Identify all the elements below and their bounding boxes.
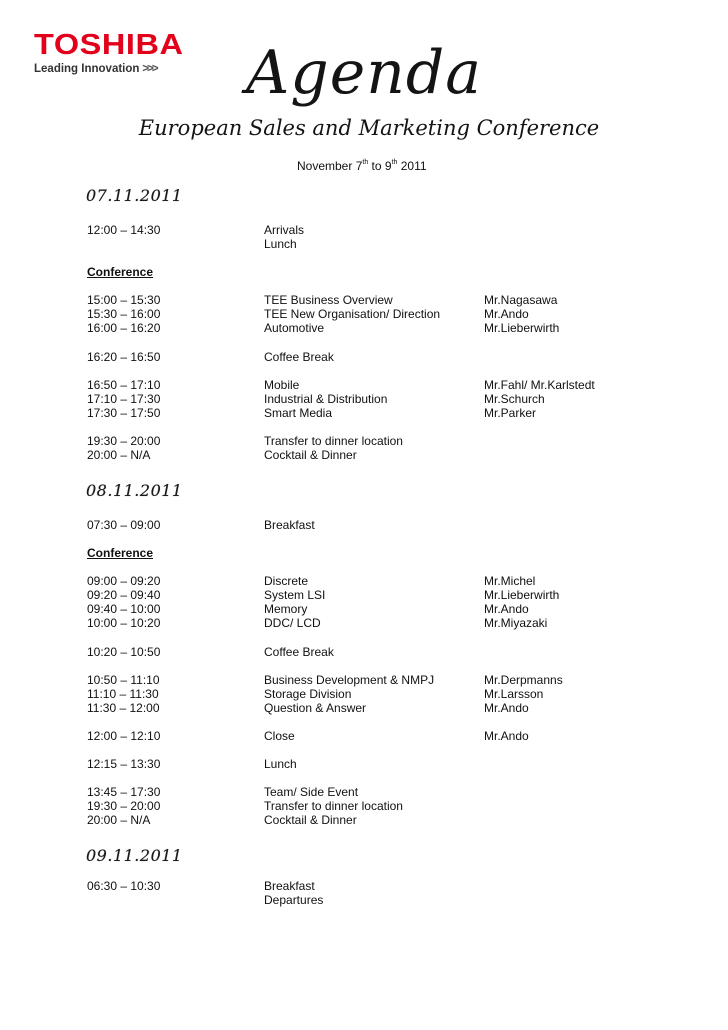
agenda-item: System LSI xyxy=(264,588,326,602)
speaker: Mr.Schurch xyxy=(484,392,545,406)
time-slot: 09:40 – 10:00 xyxy=(87,602,161,616)
agenda-item: Lunch xyxy=(264,237,297,251)
time-slot: 16:50 – 17:10 xyxy=(87,378,161,392)
section-heading: Conference xyxy=(87,265,154,279)
agenda-item: Departures xyxy=(264,893,324,907)
speaker: Mr.Nagasawa xyxy=(484,293,558,307)
agenda-row xyxy=(0,406,728,420)
agenda-row xyxy=(0,350,728,364)
agenda-row xyxy=(0,799,728,813)
agenda-row xyxy=(0,448,728,462)
agenda-item: Transfer to dinner location xyxy=(264,799,403,813)
agenda-row xyxy=(0,645,728,659)
agenda-row xyxy=(0,687,728,701)
time-slot: 20:00 – N/A xyxy=(87,813,151,827)
agenda-row xyxy=(0,729,728,743)
logo-tagline: Leading Innovation >>> xyxy=(34,63,157,75)
agenda-item: Storage Division xyxy=(264,687,352,701)
agenda-row xyxy=(0,588,728,602)
time-slot: 06:30 – 10:30 xyxy=(87,879,161,893)
day-heading: 08.11.2011 xyxy=(86,481,183,500)
speaker: Mr.Larsson xyxy=(484,687,544,701)
agenda-item: Team/ Side Event xyxy=(264,785,359,799)
time-slot: 10:50 – 11:10 xyxy=(87,673,160,687)
conference-dates: November 7th to 9th 2011 xyxy=(297,159,427,173)
speaker: Mr.Lieberwirth xyxy=(484,321,560,335)
agenda-item: Coffee Break xyxy=(264,350,334,364)
agenda-item: Question & Answer xyxy=(264,701,367,715)
agenda-item: Business Development & NMPJ xyxy=(264,673,435,687)
agenda-item: Lunch xyxy=(264,757,297,771)
time-slot: 11:10 – 11:30 xyxy=(87,687,159,701)
time-slot: 11:30 – 12:00 xyxy=(87,701,160,715)
agenda-row xyxy=(0,616,728,630)
time-slot: 12:00 – 14:30 xyxy=(87,223,161,237)
time-slot: 19:30 – 20:00 xyxy=(87,434,161,448)
time-slot: 10:00 – 10:20 xyxy=(87,616,161,630)
agenda-item: Cocktail & Dinner xyxy=(264,448,357,462)
agenda-row xyxy=(0,574,728,588)
time-slot: 20:00 – N/A xyxy=(87,448,151,462)
time-slot: 17:10 – 17:30 xyxy=(87,392,161,406)
page-title: Agenda xyxy=(245,38,483,108)
agenda-row xyxy=(0,813,728,827)
agenda-item: TEE New Organisation/ Direction xyxy=(264,307,441,321)
time-slot: 17:30 – 17:50 xyxy=(87,406,161,420)
agenda-item: Arrivals xyxy=(264,223,305,237)
agenda-item: Breakfast xyxy=(264,879,315,893)
agenda-row xyxy=(0,378,728,392)
agenda-row xyxy=(0,223,728,237)
agenda-item: Smart Media xyxy=(264,406,333,420)
logo-wordmark: TOSHIBA xyxy=(34,29,184,61)
speaker: Mr.Ando xyxy=(484,729,529,743)
section-heading: Conference xyxy=(87,546,154,560)
agenda-row xyxy=(0,237,728,251)
agenda-item: Industrial & Distribution xyxy=(264,392,388,406)
agenda-item: Breakfast xyxy=(264,518,315,532)
agenda-row xyxy=(0,701,728,715)
day-heading: 07.11.2011 xyxy=(86,186,183,205)
agenda-row xyxy=(0,518,728,532)
speaker: Mr.Miyazaki xyxy=(484,616,548,630)
agenda-row xyxy=(0,602,728,616)
time-slot: 15:30 – 16:00 xyxy=(87,307,161,321)
time-slot: 16:20 – 16:50 xyxy=(87,350,161,364)
speaker: Mr.Parker xyxy=(484,406,537,420)
agenda-item: Cocktail & Dinner xyxy=(264,813,357,827)
page-subtitle: European Sales and Marketing Conference xyxy=(138,116,600,140)
day-heading: 09.11.2011 xyxy=(86,846,183,865)
agenda-item: Discrete xyxy=(264,574,309,588)
time-slot: 10:20 – 10:50 xyxy=(87,645,161,659)
agenda-item: Automotive xyxy=(264,321,325,335)
agenda-item: DDC/ LCD xyxy=(264,616,321,630)
time-slot: 15:00 – 15:30 xyxy=(87,293,161,307)
time-slot: 07:30 – 09:00 xyxy=(87,518,161,532)
time-slot: 12:00 – 12:10 xyxy=(87,729,161,743)
agenda-row xyxy=(0,893,728,907)
speaker: Mr.Ando xyxy=(484,307,529,321)
agenda-row xyxy=(0,434,728,448)
agenda-item: TEE Business Overview xyxy=(264,293,393,307)
agenda-item: Memory xyxy=(264,602,308,616)
speaker: Mr.Ando xyxy=(484,701,529,715)
agenda-item: Close xyxy=(264,729,295,743)
time-slot: 12:15 – 13:30 xyxy=(87,757,161,771)
time-slot: 09:00 – 09:20 xyxy=(87,574,161,588)
agenda-row xyxy=(0,293,728,307)
agenda-item: Coffee Break xyxy=(264,645,334,659)
time-slot: 16:00 – 16:20 xyxy=(87,321,161,335)
speaker: Mr.Derpmanns xyxy=(484,673,563,687)
chevrons-icon: >>> xyxy=(142,63,157,75)
agenda-row xyxy=(0,879,728,893)
agenda-item: Transfer to dinner location xyxy=(264,434,403,448)
agenda-item: Mobile xyxy=(264,378,300,392)
agenda-row xyxy=(0,321,728,335)
agenda-row xyxy=(0,785,728,799)
agenda-row xyxy=(0,392,728,406)
speaker: Mr.Fahl/ Mr.Karlstedt xyxy=(484,378,595,392)
time-slot: 19:30 – 20:00 xyxy=(87,799,161,813)
speaker: Mr.Michel xyxy=(484,574,536,588)
speaker: Mr.Ando xyxy=(484,602,529,616)
agenda-row xyxy=(0,757,728,771)
time-slot: 09:20 – 09:40 xyxy=(87,588,161,602)
agenda-row xyxy=(0,673,728,687)
speaker: Mr.Lieberwirth xyxy=(484,588,560,602)
time-slot: 13:45 – 17:30 xyxy=(87,785,161,799)
agenda-row xyxy=(0,307,728,321)
